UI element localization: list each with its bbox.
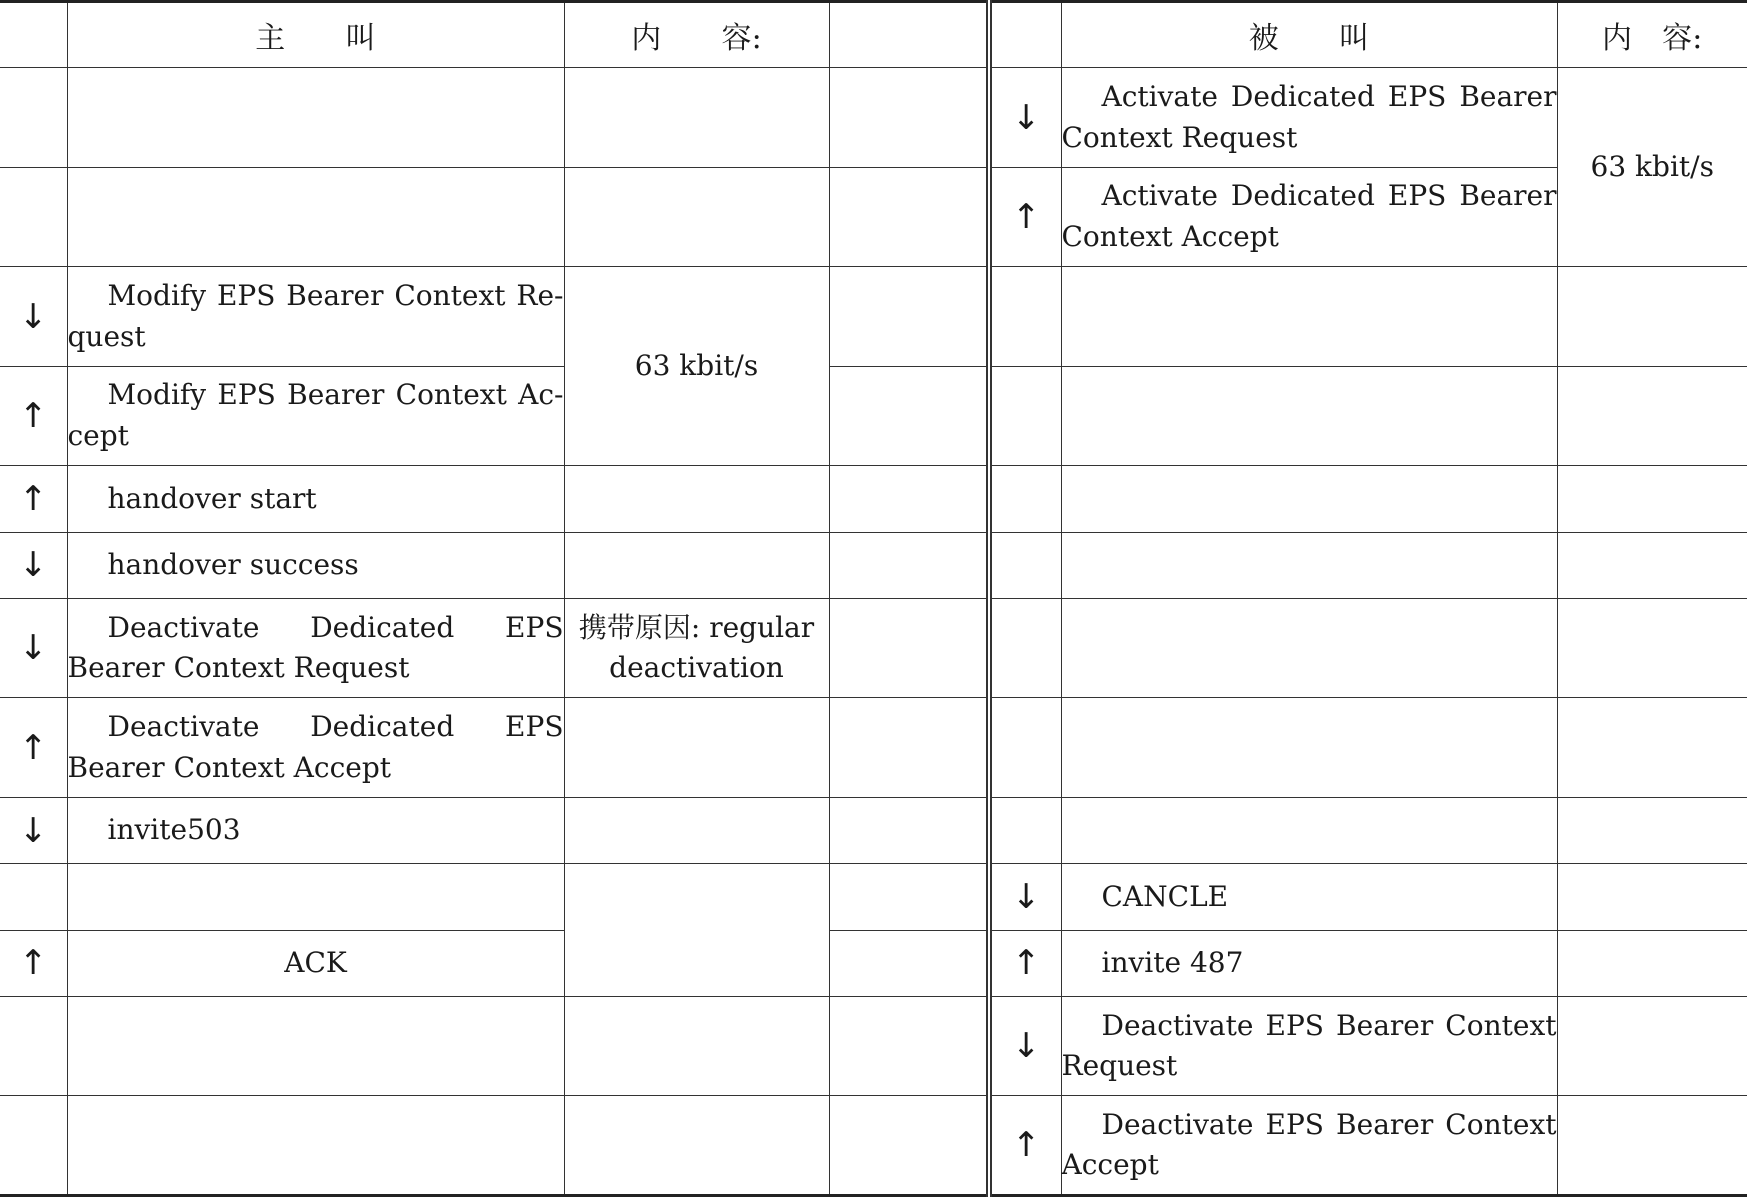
- caller-message: [67, 864, 564, 930]
- caller-arrow: ↑: [0, 930, 67, 996]
- table-row: [0, 366, 1747, 466]
- caller-arrow: ↑: [0, 698, 67, 798]
- callee-message: [1061, 68, 1557, 168]
- caller-message: [67, 366, 564, 466]
- spacer-cell: [829, 864, 989, 930]
- callee-content: [1557, 930, 1747, 996]
- callee-message: [1061, 930, 1557, 996]
- callee-header: 被 叫: [1061, 2, 1557, 68]
- header-row: [0, 2, 1747, 68]
- table-row: [0, 797, 1747, 863]
- table-row: [0, 68, 1747, 168]
- callee-arrow: ↑: [989, 930, 1061, 996]
- spacer-cell: [829, 598, 989, 698]
- spacer-cell: [829, 267, 989, 367]
- caller-message-text: Modify EPS Bearer Context Ac-cept: [67, 378, 564, 453]
- callee-content: [1557, 797, 1747, 863]
- caller-content: 携带原因: regular deactivation: [564, 598, 829, 698]
- caller-message-text: Deactivate Dedicated EPS Bearer Context Request: [67, 610, 564, 685]
- callee-arrow: [989, 698, 1061, 798]
- caller-arrow: ↑: [0, 466, 67, 532]
- callee-message: [1061, 996, 1557, 1096]
- callee-content-header: 内 容:: [1557, 2, 1747, 68]
- table-row: [0, 267, 1747, 367]
- caller-message: [67, 797, 564, 863]
- callee-arrow-header: [989, 2, 1061, 68]
- callee-content: [1557, 366, 1747, 466]
- callee-message: [1061, 366, 1557, 466]
- caller-content: [564, 466, 829, 532]
- spacer-cell: [829, 532, 989, 598]
- table-row: [0, 167, 1747, 267]
- callee-content: [1557, 598, 1747, 698]
- caller-content: 63 kbit/s: [564, 267, 829, 466]
- caller-content: [564, 167, 829, 267]
- caller-message: [67, 532, 564, 598]
- spacer-cell: [829, 366, 989, 466]
- spacer-header: [829, 2, 989, 68]
- callee-message: [1061, 797, 1557, 863]
- caller-message: ACK: [67, 930, 564, 996]
- callee-arrow: [989, 532, 1061, 598]
- caller-header: 主 叫: [67, 2, 564, 68]
- caller-arrow: [0, 864, 67, 930]
- callee-content: [1557, 864, 1747, 930]
- caller-message-text: Deactivate Dedicated EPS Bearer Context Accept: [67, 710, 564, 784]
- caller-content: [564, 698, 829, 798]
- callee-message: [1061, 1096, 1557, 1196]
- table-row: [0, 864, 1747, 930]
- spacer-cell: [829, 466, 989, 532]
- table-row: [0, 1096, 1747, 1196]
- caller-content: [564, 532, 829, 598]
- callee-message: [1061, 466, 1557, 532]
- caller-content: [564, 864, 829, 997]
- caller-message: [67, 1096, 564, 1196]
- table-row: [0, 598, 1747, 698]
- caller-arrow-header: [0, 2, 67, 68]
- callee-arrow: [989, 598, 1061, 698]
- callee-content: [1557, 532, 1747, 598]
- caller-content: [564, 1096, 829, 1196]
- caller-arrow: ↑: [0, 366, 67, 466]
- callee-message: [1061, 598, 1557, 698]
- callee-message-text: Activate Dedicated EPS Bearer Context Accept: [1061, 179, 1557, 254]
- spacer-cell: [829, 68, 989, 168]
- caller-arrow: ↓: [0, 532, 67, 598]
- caller-message: [67, 267, 564, 367]
- callee-message-text: invite 487: [1101, 946, 1244, 979]
- caller-arrow: [0, 996, 67, 1096]
- spacer-cell: [829, 167, 989, 267]
- caller-arrow: [0, 68, 67, 168]
- caller-arrow: ↓: [0, 267, 67, 367]
- callee-message-text: Deactivate EPS Bearer Context Accept: [1061, 1107, 1557, 1182]
- caller-message-text: handover start: [107, 481, 317, 515]
- callee-arrow: ↑: [989, 1096, 1061, 1196]
- table-row: [0, 532, 1747, 598]
- callee-content: [1557, 1096, 1747, 1196]
- callee-message: [1061, 532, 1557, 598]
- table-row: [0, 996, 1747, 1096]
- caller-message: [67, 68, 564, 168]
- table-row: [0, 930, 1747, 996]
- caller-message-text: invite503: [107, 813, 241, 847]
- callee-message: [1061, 167, 1557, 267]
- callee-content: [1557, 267, 1747, 367]
- callee-content: 63 kbit/s: [1557, 68, 1747, 267]
- spacer-cell: [829, 930, 989, 996]
- callee-arrow: [989, 466, 1061, 532]
- callee-arrow: [989, 267, 1061, 367]
- callee-arrow: [989, 797, 1061, 863]
- caller-arrow: [0, 167, 67, 267]
- caller-content: [564, 797, 829, 863]
- caller-content: [564, 68, 829, 168]
- caller-content: [564, 996, 829, 1096]
- callee-arrow: ↓: [989, 68, 1061, 168]
- callee-content: [1557, 466, 1747, 532]
- caller-arrow: ↓: [0, 797, 67, 863]
- spacer-cell: [829, 996, 989, 1096]
- caller-message: [67, 698, 564, 798]
- callee-arrow: [989, 366, 1061, 466]
- caller-message: [67, 996, 564, 1096]
- spacer-cell: [829, 797, 989, 863]
- caller-message-text: handover success: [107, 548, 359, 582]
- caller-message: [67, 598, 564, 698]
- callee-content: [1557, 698, 1747, 798]
- caller-message-text: Modify EPS Bearer Context Re-quest: [67, 278, 564, 353]
- caller-content-header: 内 容:: [564, 2, 829, 68]
- caller-message: [67, 466, 564, 532]
- callee-arrow: ↓: [989, 996, 1061, 1096]
- table-row: [0, 466, 1747, 532]
- callee-message: [1061, 267, 1557, 367]
- callee-arrow: ↑: [989, 167, 1061, 267]
- spacer-cell: [829, 1096, 989, 1196]
- table-row: [0, 698, 1747, 798]
- caller-arrow: [0, 1096, 67, 1196]
- callee-content: [1557, 996, 1747, 1096]
- callee-message: [1061, 864, 1557, 930]
- callee-message-text: Activate Dedicated EPS Bearer Context Request: [1061, 79, 1557, 154]
- callee-arrow: ↓: [989, 864, 1061, 930]
- callee-message-text: CANCLE: [1101, 879, 1229, 913]
- caller-message: [67, 167, 564, 267]
- caller-arrow: ↓: [0, 598, 67, 698]
- spacer-cell: [829, 698, 989, 798]
- callee-message-text: Deactivate EPS Bearer Context Request: [1061, 1008, 1557, 1083]
- callee-message: [1061, 698, 1557, 798]
